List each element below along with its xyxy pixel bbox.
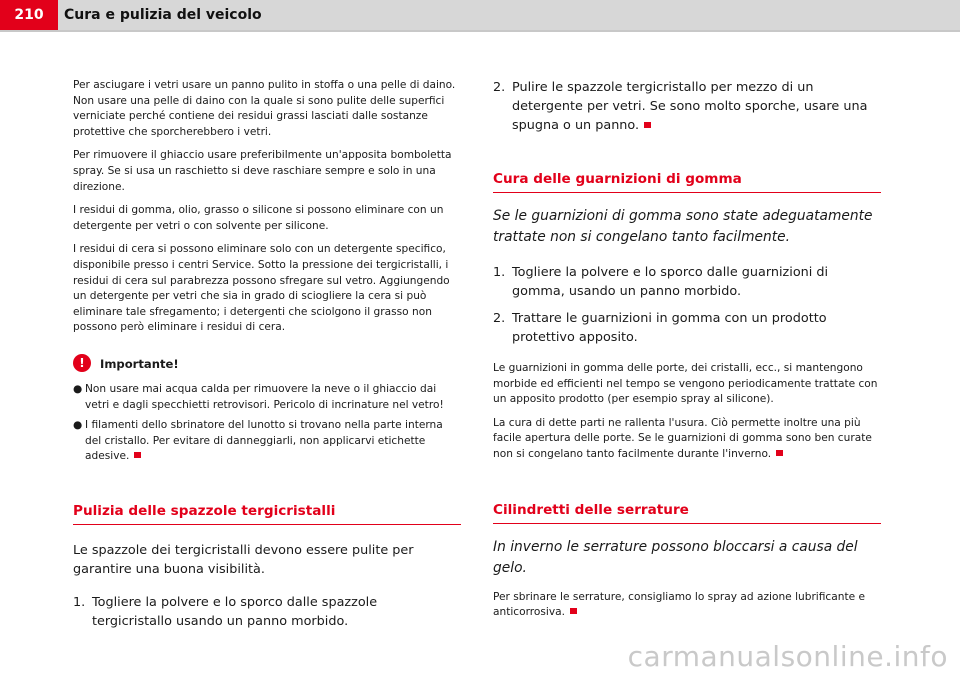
section-lead: In inverno le serrature possono bloccarsi a causa del gelo. — [493, 538, 858, 576]
step-text: Togliere la polvere e lo sporco dalle guarnizioni di gomma, usando un panno morbido. — [512, 265, 829, 299]
watermark: carmanualsonline.info — [627, 640, 948, 673]
step-number: 1. — [493, 265, 506, 280]
paragraph-ice: Per rimuovere il ghiaccio usare preferibilmente un'apposita bomboletta spray. Se si usa un raschietto si deve raschiare sempre e solo in una direzione. — [73, 149, 452, 193]
paragraph-rubber-residue: I residui di gomma, olio, grasso o silicone si possono eliminare con un detergente per vetri o con solvente per silicone. — [73, 204, 444, 232]
important-header — [73, 354, 461, 376]
left-column — [73, 78, 461, 631]
section-wiper-blades — [73, 502, 461, 631]
step-item — [493, 263, 881, 301]
important-title: Importante! — [100, 356, 179, 371]
step-text: Pulire le spazzole tergicristallo per mezzo di un detergente per vetri. Se sono molto sporche, usare una spugna o un panno. — [512, 80, 868, 133]
page-header — [0, 0, 960, 32]
page-number: 210 — [0, 0, 58, 30]
end-mark-icon — [776, 450, 783, 456]
bullet-icon: ● — [73, 419, 83, 432]
right-column — [493, 78, 881, 629]
section-title: Pulizia delle spazzole tergicristalli — [73, 502, 461, 525]
section-intro: Le spazzole dei tergicristalli devono essere pulite per garantire una buona visibilità. — [73, 542, 414, 577]
end-mark-icon — [644, 122, 651, 128]
step-text: Togliere la polvere e lo sporco dalle spazzole tergicristallo usando un panno morbido. — [92, 594, 378, 629]
paragraph-lock-defrost: Per sbrinare le serrature, consigliamo lo spray ad azione lubrificante e anticorrosiva. — [493, 590, 866, 619]
end-mark-icon — [570, 608, 577, 614]
chapter-title: Cura e pulizia del veicolo — [64, 7, 262, 23]
section-title: Cilindretti delle serrature — [493, 501, 881, 524]
end-mark-icon — [134, 452, 141, 458]
paragraph-wax-residue: I residui di cera si possono eliminare solo con un detergente specifico, disponibile presso i centri Service. Sotto la pressione dei tergicristalli, i residui di cera sul parabrezza possono sfregare sul vetro. Aggiungendo un detergente per vetri che sia in grado di sciogliere la cera si può eliminare tale sfregamento; i detergenti che sciolgono il grasso non possono però eliminare i residui di cera. — [73, 243, 450, 334]
important-bullet: ● Non usare mai acqua calda per rimuovere la neve o il ghiaccio dai vetri e dagli specchietti retrovisori. Pericolo di incrinature nel vetro! — [73, 382, 444, 411]
important-box — [73, 354, 461, 465]
paragraph-seal-wear: La cura di dette parti ne rallenta l'usura. Ciò permette inoltre una più facile apertura delle porte. Se le guarnizioni di gomma sono ben curate non si congelano tanto facilmente durante l'inverno. — [493, 416, 872, 460]
important-bullet: ● I filamenti dello sbrinatore del lunotto si trovano nella parte interna del cristallo. Per evitare di danneggiarli, non applicarvi etichette adesive. — [73, 419, 443, 463]
step-item — [493, 78, 881, 135]
step-item — [73, 593, 461, 631]
section-lead: Se le guarnizioni di gomma sono state adeguatamente trattate non si congelano tanto facilmente. — [493, 208, 873, 245]
paragraph-drying: Per asciugare i vetri usare un panno pulito in stoffa o una pelle di daino. Non usare una pelle di daino con la quale si sono pulite delle superfici verniciate perché contiene dei residui grassi lasciati dalle sostanze protettive che sporcherebbero i vetri. — [73, 79, 456, 138]
step-number: 2. — [493, 311, 506, 326]
step-number: 1. — [73, 594, 86, 610]
bullet-icon: ● — [73, 382, 83, 395]
step-text: Trattare le guarnizioni in gomma con un prodotto protettivo apposito. — [512, 311, 827, 345]
section-rubber-seals — [493, 170, 881, 463]
section-lock-cylinders — [493, 501, 881, 621]
paragraph-seal-care: Le guarnizioni in gomma delle porte, dei cristalli, ecc., si mantengono morbide ed efficienti nel tempo se vengono periodicamente trattate con un apposito prodotto (per esempio spray al silicone). — [493, 362, 878, 406]
section-title: Cura delle guarnizioni di gomma — [493, 170, 881, 193]
step-item — [493, 309, 881, 347]
step-number: 2. — [493, 80, 506, 95]
warning-icon: ! — [73, 354, 91, 372]
